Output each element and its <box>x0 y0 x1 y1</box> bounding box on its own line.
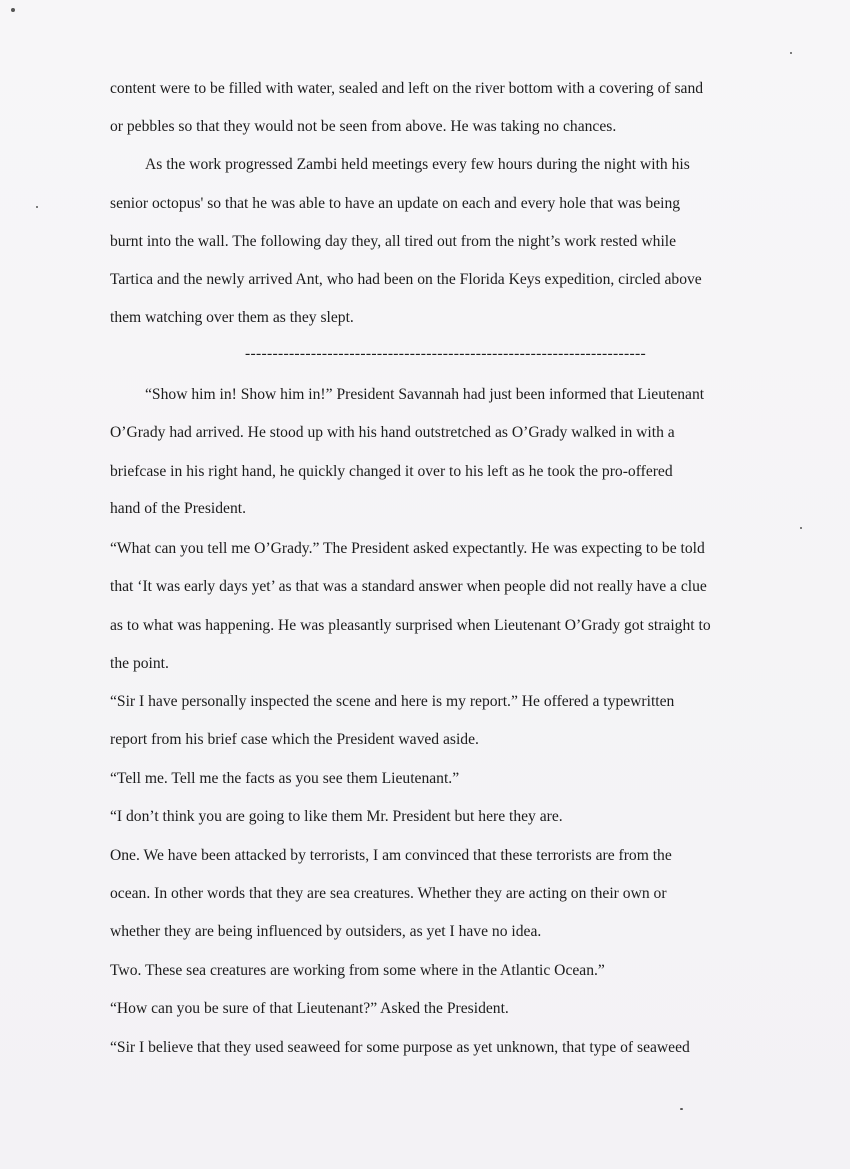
text-line: “I don’t think you are going to like them Mr. President but here they are. <box>110 808 563 825</box>
text-line: ocean. In other words that they are sea creatures. Whether they are acting on their own or <box>110 885 667 902</box>
scan-speck <box>36 206 38 208</box>
text-line: Tartica and the newly arrived Ant, who had been on the Florida Keys expedition, circled above <box>110 271 702 288</box>
section-divider: ------------------------------------------------------------------------- <box>245 345 646 362</box>
text-line: “Show him in! Show him in!” President Savannah had just been informed that Lieutenant <box>145 386 705 403</box>
text-line: hand of the President. <box>110 500 246 517</box>
text-line: One. We have been attacked by terrorists, I am convinced that these terrorists are from the <box>110 847 672 864</box>
text-line: senior octopus' so that he was able to have an update on each and every hole that was being <box>110 195 681 212</box>
text-line: “What can you tell me O’Grady.” The President asked expectantly. He was expecting to be told <box>110 540 705 557</box>
text-line: Two. These sea creatures are working from some where in the Atlantic Ocean.” <box>110 962 605 979</box>
text-line: as to what was happening. He was pleasantly surprised when Lieutenant O’Grady got straight to <box>110 617 711 634</box>
scan-speck <box>680 1108 683 1110</box>
text-line: briefcase in his right hand, he quickly changed it over to his left as he took the pro-offered <box>110 463 673 480</box>
text-line: burnt into the wall. The following day they, all tired out from the night’s work rested while <box>110 233 677 250</box>
text-line: whether they are being influenced by outsiders, as yet I have no idea. <box>110 923 542 940</box>
text-line: them watching over them as they slept. <box>110 309 354 326</box>
text-line: report from his brief case which the President waved aside. <box>110 731 479 748</box>
text-line: As the work progressed Zambi held meetings every few hours during the night with his <box>145 156 690 173</box>
text-line: content were to be filled with water, sealed and left on the river bottom with a covering of sand <box>110 80 704 97</box>
scan-speck <box>790 52 792 54</box>
scan-speck <box>11 8 15 12</box>
text-line: “Sir I have personally inspected the scene and here is my report.” He offered a typewritten <box>110 693 675 710</box>
text-line: “How can you be sure of that Lieutenant?” Asked the President. <box>110 1000 509 1017</box>
text-line: the point. <box>110 655 169 672</box>
text-line: or pebbles so that they would not be seen from above. He was taking no chances. <box>110 118 617 135</box>
scan-speck <box>800 527 802 529</box>
text-line: “Sir I believe that they used seaweed for some purpose as yet unknown, that type of seaweed <box>110 1039 690 1056</box>
text-line: that ‘It was early days yet’ as that was a standard answer when people did not really have a clue <box>110 578 707 595</box>
text-line: “Tell me. Tell me the facts as you see them Lieutenant.” <box>110 770 460 787</box>
text-line: O’Grady had arrived. He stood up with his hand outstretched as O’Grady walked in with a <box>110 424 675 441</box>
